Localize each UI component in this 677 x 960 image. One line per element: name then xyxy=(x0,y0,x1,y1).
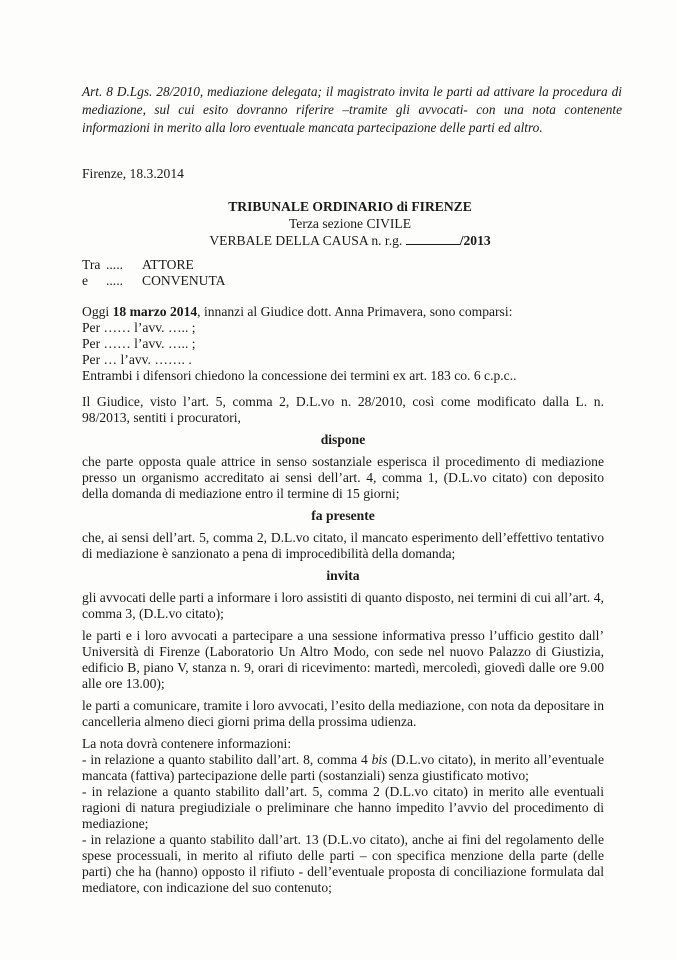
case-label: VERBALE DELLA CAUSA n. r.g. xyxy=(209,233,403,248)
header-note: Art. 8 D.Lgs. 28/2010, mediazione delegata; il magistrato invita le parti ad attivare la procedura di mediazione, sul cui esito dovranno riferire –tramite gli avvocati- con una nota contenente informazioni in merito alla loro eventuale mancata partecipazione delle parti ed altro. xyxy=(82,84,622,135)
fa-presente-text: che, ai sensi dell’art. 5, comma 2, D.L.vo citato, il mancato esperimento dell’effettivo tentativo di mediazione è sanzionato a pena di improcedibilità della domanda; xyxy=(82,530,604,561)
court-name: TRIBUNALE ORDINARIO di FIRENZE xyxy=(228,199,472,214)
invita-paragraph: le parti e i loro avvocati a partecipare a una sessione informativa presso l’ufficio gestito dall’ Università di Firenze (Laboratorio Un Altro Modo, con sede nel nuovo Palazzo di Giustizia, edificio B, piano V, stanza n. 9, orari di ricevimento: martedì, mercoledì, giovedì dalle ore 9.00 alle ore 13.00); xyxy=(82,628,604,691)
case-line xyxy=(160,232,540,249)
counsel-line: Per …… l’avv. ….. ; xyxy=(82,320,196,335)
court-header xyxy=(160,198,540,249)
case-year: /2013 xyxy=(459,233,491,248)
case-number-blank xyxy=(406,233,460,245)
place-date: Firenze, 18.3.2014 xyxy=(82,166,184,181)
hearing-lead: Oggi xyxy=(82,304,110,319)
parties-block xyxy=(82,257,226,289)
party-placeholder: ..... xyxy=(106,257,123,272)
hearing-date: 18 marzo 2014 xyxy=(112,304,198,319)
party-row-plaintiff xyxy=(82,257,226,273)
hearing-line xyxy=(82,304,604,320)
counsel-line: Per …… l’avv. ….. ; xyxy=(82,336,196,351)
nota-item-text: - in relazione a quanto stabilito dall’art. 8, comma 4 xyxy=(82,752,372,767)
nota-intro: La nota dovrà contenere informazioni: xyxy=(82,736,292,751)
hearing-rest: , innanzi al Giudice dott. Anna Primavera, sono comparsi: xyxy=(197,304,513,319)
party-row-defendant xyxy=(82,273,226,289)
dispone-text: che parte opposta quale attrice in senso sostanziale esperisca il procedimento di mediazione presso un organismo accreditato ai sensi dell’art. 4, comma 1, (D.L.vo citato) con deposito della domanda di mediazione entro il termine di 15 giorni; xyxy=(82,454,604,501)
document-body xyxy=(82,304,604,896)
court-section: Terza sezione CIVILE xyxy=(288,216,412,231)
nota-item: - in relazione a quanto stabilito dall’art. 13 (D.L.vo citato), anche ai fini del regolamento delle spese processuali, in merito al rifiuto delle parti – con specifica menzione della parte (delle parti) che ha (hanno) opposto il rifiuto - dell’eventuale proposta di conciliazione formulata dal mediatore, con indicazione del suo contenuto; xyxy=(82,832,604,895)
judge-intro: Il Giudice, visto l’art. 5, comma 2, D.L.vo n. 28/2010, così come modificato dalla L. n. 98/2013, sentiti i procuratori, xyxy=(82,394,604,425)
nota-item: - in relazione a quanto stabilito dall’art. 5, comma 2 (D.L.vo citato) in merito alle eventuali ragioni di natura pregiudiziale o preliminare che hanno impedito l’avvio del procedimento di mediazione; xyxy=(82,784,604,831)
invita-paragraph: le parti a comunicare, tramite i loro avvocati, l’esito della mediazione, con nota da depositare in cancelleria almeno dieci giorni prima della prossima udienza. xyxy=(82,698,604,729)
party-prefix: e xyxy=(82,273,89,288)
party-role: CONVENUTA xyxy=(142,273,226,288)
fa-presente-heading: fa presente xyxy=(311,508,375,523)
counsel-line: Per … l’avv. ……. . xyxy=(82,352,192,367)
party-role: ATTORE xyxy=(142,257,194,272)
dispone-heading: dispone xyxy=(320,432,366,447)
request-line: Entrambi i difensori chiedono la concessione dei termini ex art. 183 co. 6 c.p.c.. xyxy=(82,368,517,383)
party-placeholder: ..... xyxy=(106,273,123,288)
invita-paragraph: gli avvocati delle parti a informare i loro assistiti di quanto disposto, nei termini di cui all’art. 4, comma 3, (D.L.vo citato); xyxy=(82,590,604,621)
nota-item-text: (D.L.vo citato), in merito all’eventuale mancata (fattiva) partecipazione delle parti (sostanziali) senza giustificato motivo; xyxy=(82,752,604,783)
invita-heading: invita xyxy=(326,568,360,583)
nota-item xyxy=(82,752,604,784)
party-prefix: Tra xyxy=(82,257,101,272)
nota-bis: bis xyxy=(371,752,388,767)
